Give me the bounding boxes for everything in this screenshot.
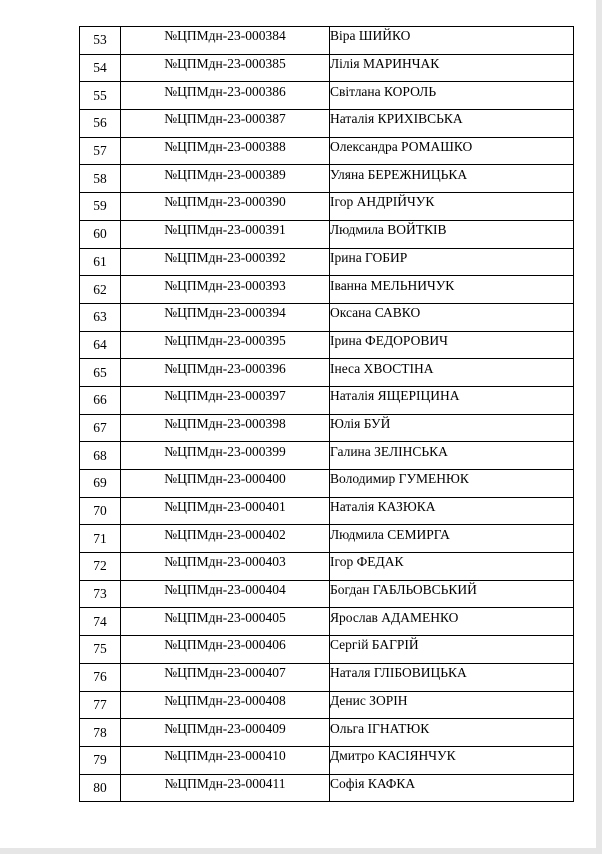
record-id-cell xyxy=(121,359,330,387)
record-id-cell xyxy=(121,414,330,442)
person-name-text: Ірина ГОБИР xyxy=(330,249,408,265)
record-id-cell xyxy=(121,137,330,165)
person-name-text: Людмила ВОЙТКІВ xyxy=(330,222,447,238)
row-number-cell: 56 xyxy=(80,110,121,138)
person-name-cell xyxy=(330,193,574,221)
person-name-text: Денис ЗОРІН xyxy=(330,692,408,708)
row-number-cell: 78 xyxy=(80,719,121,747)
row-number-cell: 57 xyxy=(80,137,121,165)
row-number-cell: 66 xyxy=(80,386,121,414)
record-id-cell xyxy=(121,82,330,110)
row-number-cell: 59 xyxy=(80,193,121,221)
table-row xyxy=(80,220,574,248)
record-id-cell xyxy=(121,110,330,138)
record-id-text: №ЦПМдн-23-000397 xyxy=(164,388,286,404)
table-row xyxy=(80,248,574,276)
record-id-text: №ЦПМдн-23-000386 xyxy=(164,83,286,99)
table-row xyxy=(80,27,574,55)
person-name-cell xyxy=(330,442,574,470)
row-number-cell: 75 xyxy=(80,636,121,664)
record-id-text: №ЦПМдн-23-000388 xyxy=(164,139,286,155)
record-id-text: №ЦПМдн-23-000404 xyxy=(164,582,286,598)
record-id-text: №ЦПМдн-23-000401 xyxy=(164,499,286,515)
row-number-cell: 79 xyxy=(80,746,121,774)
record-id-text: №ЦПМдн-23-000406 xyxy=(164,637,286,653)
table-row xyxy=(80,636,574,664)
record-id-text: №ЦПМдн-23-000389 xyxy=(164,166,286,182)
record-id-text: №ЦПМдн-23-000394 xyxy=(164,305,286,321)
table-row xyxy=(80,470,574,498)
person-name-cell xyxy=(330,497,574,525)
person-name-text: Ірина ФЕДОРОВИЧ xyxy=(330,332,448,348)
person-name-cell xyxy=(330,691,574,719)
record-id-cell xyxy=(121,497,330,525)
record-id-text: №ЦПМдн-23-000384 xyxy=(164,28,286,44)
person-name-cell xyxy=(330,774,574,802)
table-row xyxy=(80,414,574,442)
table-row xyxy=(80,82,574,110)
record-id-cell xyxy=(121,193,330,221)
row-number-cell: 73 xyxy=(80,580,121,608)
person-name-text: Ольга ІГНАТЮК xyxy=(330,720,430,736)
record-id-cell xyxy=(121,248,330,276)
record-id-text: №ЦПМдн-23-000400 xyxy=(164,471,286,487)
page-bottom-edge xyxy=(0,848,602,854)
row-number-cell: 76 xyxy=(80,663,121,691)
record-id-cell xyxy=(121,608,330,636)
person-name-text: Інеса ХВОСТІНА xyxy=(330,360,434,376)
person-name-text: Іванна МЕЛЬНИЧУК xyxy=(330,277,455,293)
record-id-text: №ЦПМдн-23-000395 xyxy=(164,332,286,348)
record-id-text: №ЦПМдн-23-000387 xyxy=(164,111,286,127)
row-number-cell: 61 xyxy=(80,248,121,276)
record-id-cell xyxy=(121,220,330,248)
record-id-cell xyxy=(121,746,330,774)
person-name-cell xyxy=(330,276,574,304)
person-name-text: Софія КАФКА xyxy=(330,775,416,791)
person-name-text: Юлія БУЙ xyxy=(330,415,391,431)
row-number-cell: 54 xyxy=(80,54,121,82)
person-name-cell xyxy=(330,248,574,276)
table-row xyxy=(80,746,574,774)
person-name-cell xyxy=(330,525,574,553)
table-row xyxy=(80,442,574,470)
person-name-cell xyxy=(330,82,574,110)
record-id-text: №ЦПМдн-23-000396 xyxy=(164,360,286,376)
record-id-cell xyxy=(121,27,330,55)
record-id-cell xyxy=(121,719,330,747)
record-id-cell xyxy=(121,691,330,719)
person-name-text: Наталія КАЗЮКА xyxy=(330,499,436,515)
record-id-text: №ЦПМдн-23-000403 xyxy=(164,554,286,570)
table-row xyxy=(80,359,574,387)
table-row xyxy=(80,663,574,691)
person-name-cell xyxy=(330,663,574,691)
table-row xyxy=(80,553,574,581)
record-id-cell xyxy=(121,580,330,608)
person-name-text: Світлана КОРОЛЬ xyxy=(330,83,437,99)
row-number-cell: 72 xyxy=(80,553,121,581)
person-name-cell xyxy=(330,470,574,498)
table-row xyxy=(80,193,574,221)
table-row xyxy=(80,497,574,525)
record-id-cell xyxy=(121,442,330,470)
record-id-text: №ЦПМдн-23-000408 xyxy=(164,692,286,708)
record-id-text: №ЦПМдн-23-000393 xyxy=(164,277,286,293)
person-name-text: Дмитро КАСІЯНЧУК xyxy=(330,748,456,764)
record-id-cell xyxy=(121,553,330,581)
person-name-cell xyxy=(330,110,574,138)
person-name-text: Ярослав АДАМЕНКО xyxy=(330,609,459,625)
record-id-text: №ЦПМдн-23-000385 xyxy=(164,56,286,72)
record-id-cell xyxy=(121,303,330,331)
page-right-edge xyxy=(596,0,602,854)
table-row xyxy=(80,137,574,165)
person-name-text: Віра ШИЙКО xyxy=(330,28,411,44)
table-row xyxy=(80,691,574,719)
row-number-cell: 53 xyxy=(80,27,121,55)
person-name-text: Богдан ГАБЛЬОВСЬКИЙ xyxy=(330,582,477,598)
row-number-cell: 67 xyxy=(80,414,121,442)
table-row xyxy=(80,386,574,414)
table-row xyxy=(80,110,574,138)
row-number-cell: 58 xyxy=(80,165,121,193)
row-number-cell: 60 xyxy=(80,220,121,248)
row-number-cell: 65 xyxy=(80,359,121,387)
table-row xyxy=(80,580,574,608)
record-id-text: №ЦПМдн-23-000392 xyxy=(164,249,286,265)
record-id-text: №ЦПМдн-23-000391 xyxy=(164,222,286,238)
person-name-text: Володимир ГУМЕНЮК xyxy=(330,471,469,487)
person-name-text: Олександра РОМАШКО xyxy=(330,139,473,155)
record-id-text: №ЦПМдн-23-000411 xyxy=(164,775,286,791)
registry-table-body xyxy=(80,27,574,802)
row-number-cell: 69 xyxy=(80,470,121,498)
record-id-cell xyxy=(121,470,330,498)
row-number-cell: 63 xyxy=(80,303,121,331)
person-name-cell xyxy=(330,553,574,581)
row-number-cell: 64 xyxy=(80,331,121,359)
person-name-text: Людмила СЕМИРГА xyxy=(330,526,450,542)
row-number-cell: 71 xyxy=(80,525,121,553)
record-id-text: №ЦПМдн-23-000398 xyxy=(164,415,286,431)
person-name-cell xyxy=(330,719,574,747)
person-name-cell xyxy=(330,137,574,165)
person-name-text: Ігор АНДРІЙЧУК xyxy=(330,194,435,210)
record-id-cell xyxy=(121,54,330,82)
person-name-text: Наталя ГЛІБОВИЦЬКА xyxy=(330,665,467,681)
person-name-text: Лілія МАРИНЧАК xyxy=(330,56,440,72)
table-row xyxy=(80,719,574,747)
record-id-text: №ЦПМдн-23-000407 xyxy=(164,665,286,681)
record-id-cell xyxy=(121,331,330,359)
person-name-cell xyxy=(330,414,574,442)
record-id-cell xyxy=(121,525,330,553)
person-name-text: Ігор ФЕДАК xyxy=(330,554,404,570)
person-name-cell xyxy=(330,746,574,774)
record-id-text: №ЦПМдн-23-000410 xyxy=(164,748,286,764)
table-row xyxy=(80,276,574,304)
record-id-text: №ЦПМдн-23-000405 xyxy=(164,609,286,625)
person-name-cell xyxy=(330,303,574,331)
person-name-text: Галина ЗЕЛІНСЬКА xyxy=(330,443,448,459)
table-row xyxy=(80,331,574,359)
person-name-text: Уляна БЕРЕЖНИЦЬКА xyxy=(330,166,468,182)
row-number-cell: 62 xyxy=(80,276,121,304)
row-number-cell: 55 xyxy=(80,82,121,110)
record-id-cell xyxy=(121,386,330,414)
record-id-cell xyxy=(121,636,330,664)
record-id-cell xyxy=(121,663,330,691)
table-row xyxy=(80,525,574,553)
record-id-cell xyxy=(121,165,330,193)
row-number-cell: 70 xyxy=(80,497,121,525)
person-name-text: Наталія КРИХІВСЬКА xyxy=(330,111,463,127)
person-name-text: Сергій БАГРІЙ xyxy=(330,637,419,653)
person-name-cell xyxy=(330,165,574,193)
row-number-cell: 68 xyxy=(80,442,121,470)
person-name-cell xyxy=(330,54,574,82)
person-name-cell xyxy=(330,608,574,636)
table-row xyxy=(80,608,574,636)
registry-table xyxy=(79,26,574,802)
person-name-text: Наталія ЯЩЕРІЦИНА xyxy=(330,388,460,404)
record-id-text: №ЦПМдн-23-000402 xyxy=(164,526,286,542)
person-name-text: Оксана САВКО xyxy=(330,305,421,321)
person-name-cell xyxy=(330,580,574,608)
table-row xyxy=(80,774,574,802)
table-row xyxy=(80,165,574,193)
person-name-cell xyxy=(330,636,574,664)
row-number-cell: 74 xyxy=(80,608,121,636)
record-id-text: №ЦПМдн-23-000390 xyxy=(164,194,286,210)
person-name-cell xyxy=(330,220,574,248)
table-row xyxy=(80,303,574,331)
row-number-cell: 80 xyxy=(80,774,121,802)
person-name-cell xyxy=(330,359,574,387)
table-row xyxy=(80,54,574,82)
record-id-cell xyxy=(121,276,330,304)
person-name-cell xyxy=(330,331,574,359)
record-id-text: №ЦПМдн-23-000399 xyxy=(164,443,286,459)
record-id-cell xyxy=(121,774,330,802)
record-id-text: №ЦПМдн-23-000409 xyxy=(164,720,286,736)
row-number-cell: 77 xyxy=(80,691,121,719)
person-name-cell xyxy=(330,386,574,414)
person-name-cell xyxy=(330,27,574,55)
